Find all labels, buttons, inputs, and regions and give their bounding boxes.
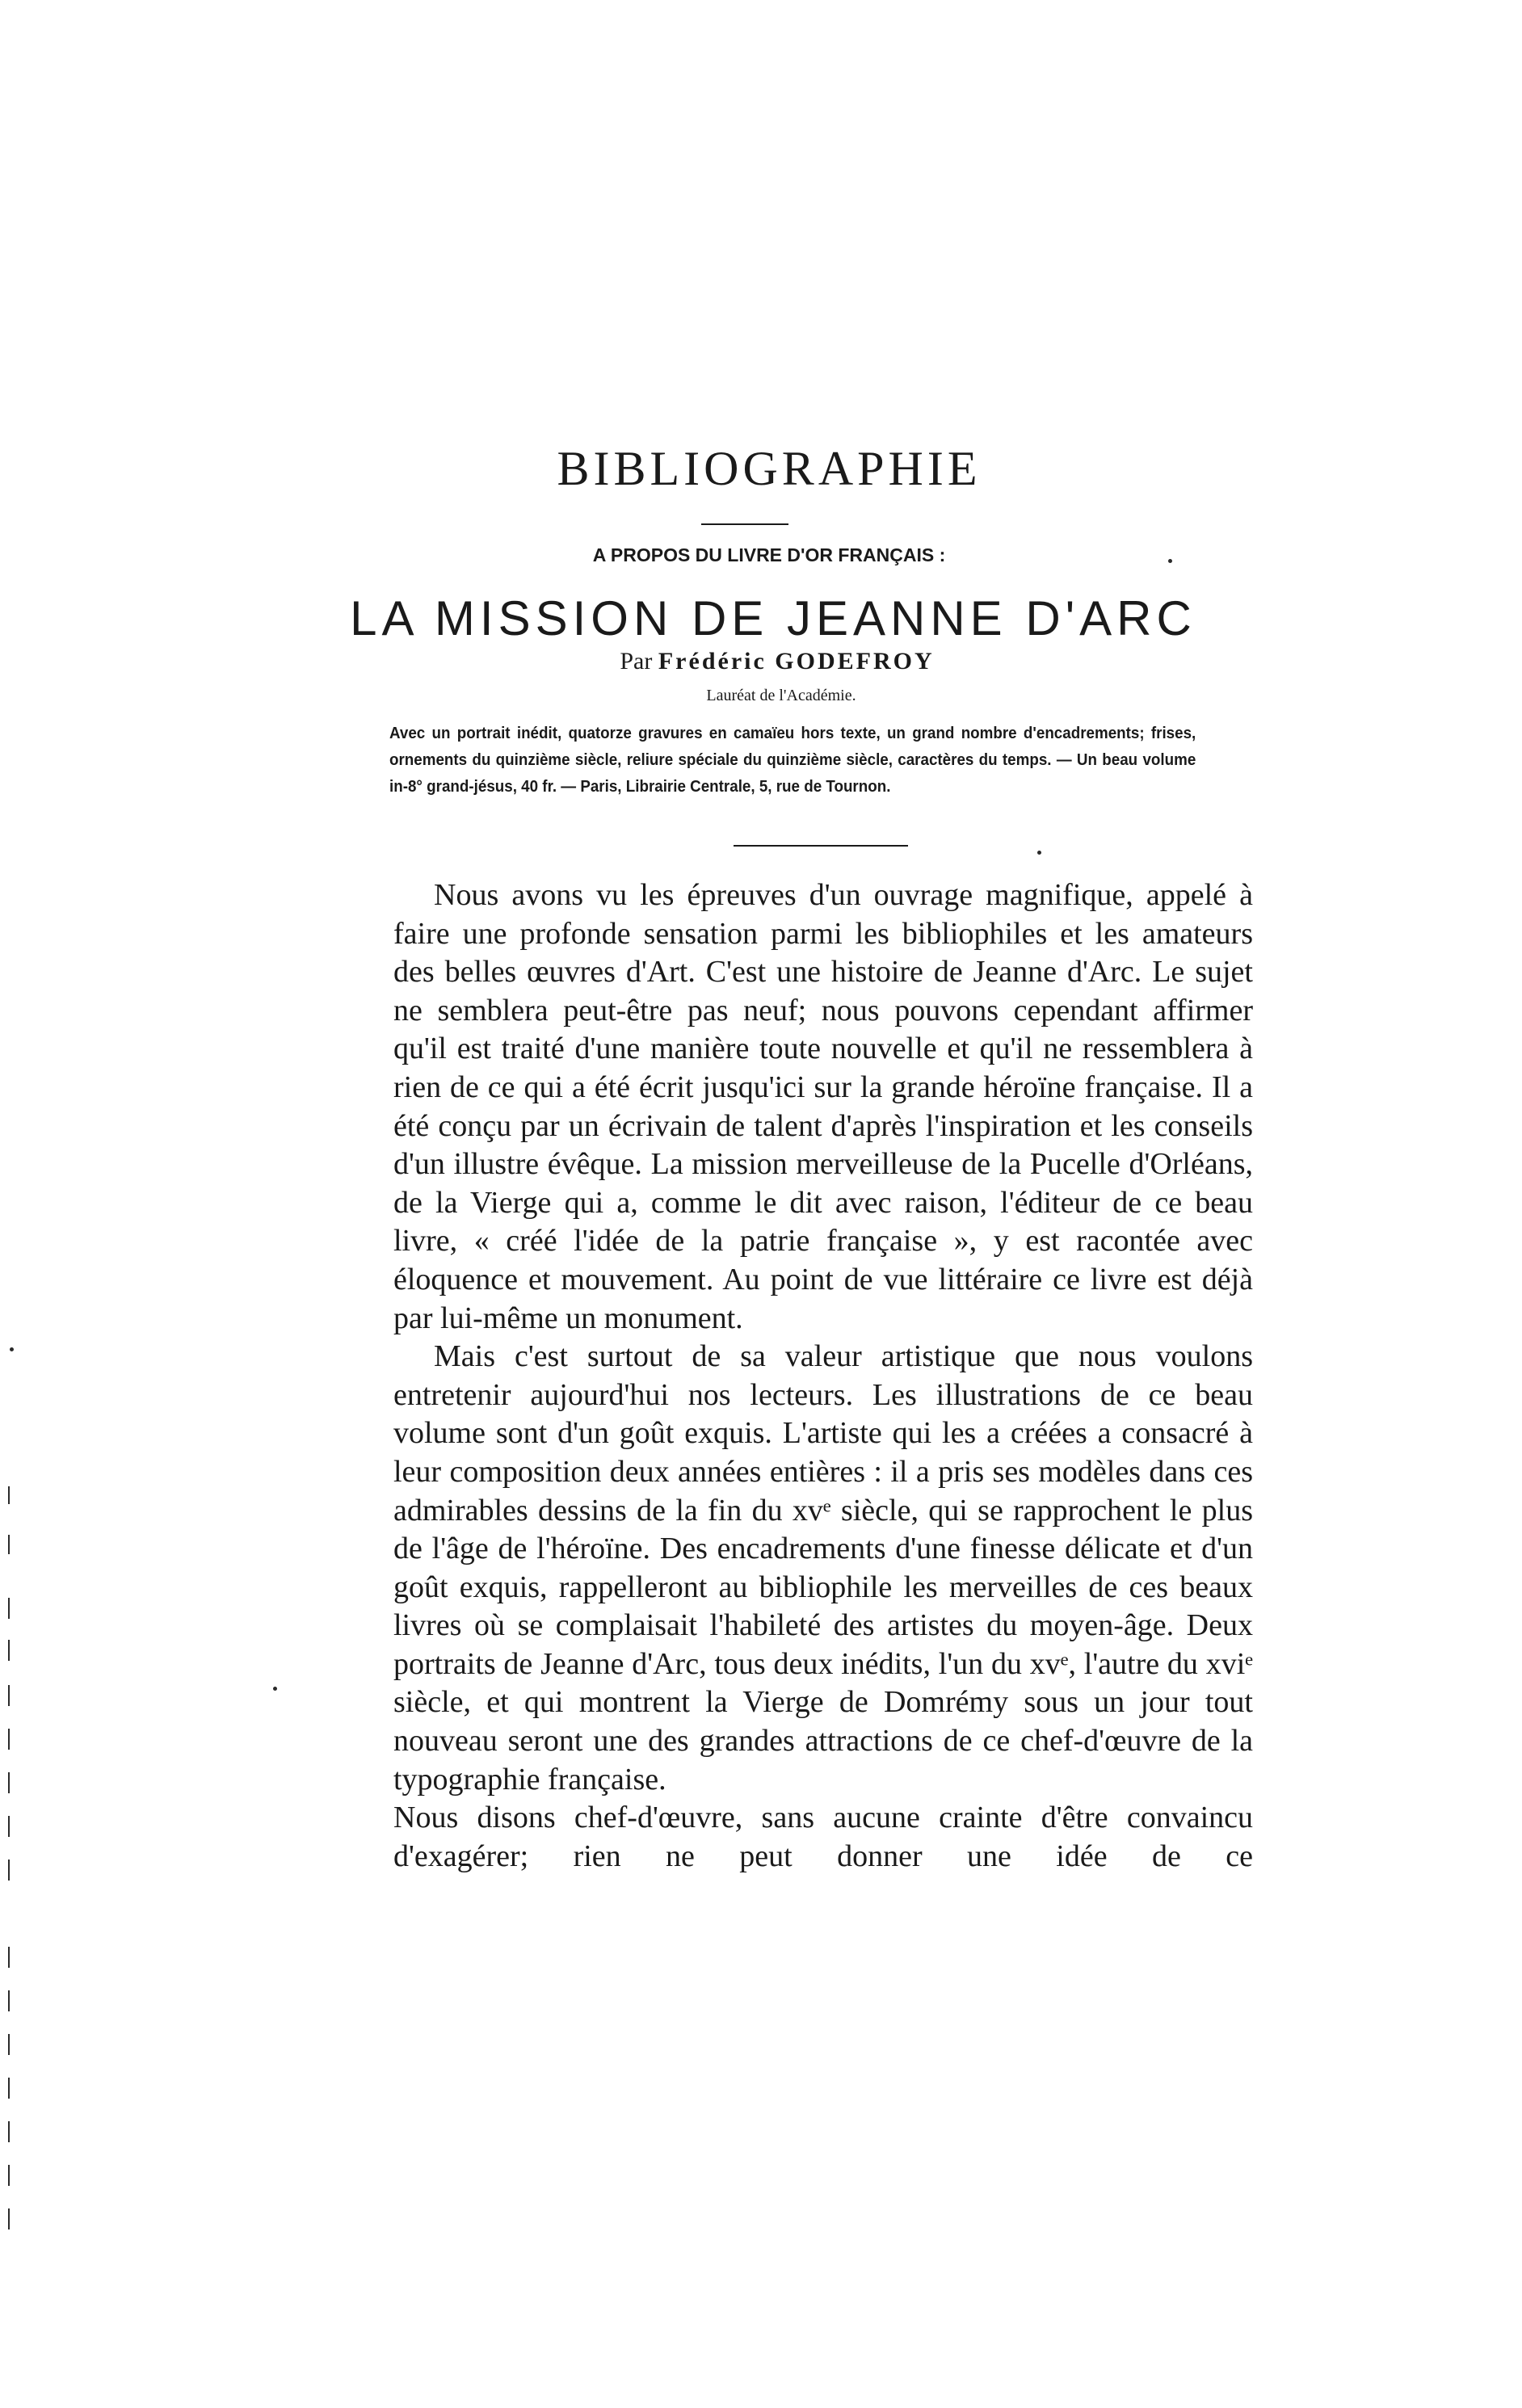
section-title: BIBLIOGRAPHIE bbox=[557, 442, 982, 495]
paragraph: Nous disons chef-d'œuvre, sans aucune crainte d'être convaincu d'exagérer; rien ne peut donner une idée de ce bbox=[393, 1801, 1253, 1873]
margin-mark bbox=[8, 1535, 10, 1554]
author-prefix: Par bbox=[620, 648, 653, 674]
margin-mark bbox=[8, 2034, 10, 2055]
scan-speck bbox=[1168, 559, 1172, 563]
author-line bbox=[0, 646, 1522, 677]
margin-mark bbox=[8, 2121, 10, 2142]
scan-speck bbox=[10, 1347, 14, 1351]
margin-mark bbox=[8, 1947, 10, 1968]
margin-mark bbox=[8, 1816, 10, 1837]
book-title: LA MISSION DE JEANNE D'ARC bbox=[350, 591, 1196, 645]
margin-mark bbox=[8, 1640, 10, 1661]
margin-mark bbox=[8, 1772, 10, 1793]
subtitle: A PROPOS DU LIVRE D'OR FRANÇAIS : bbox=[592, 544, 946, 565]
book-description: Avec un portrait inédit, quatorze gravures en camaïeu hors texte, un grand nombre d'encadrements; frises, ornements du quinzième siècle, reliure spéciale du quinzième siècle, caractères du temps. — Un beau volume in-8° grand-jésus, 40 fr. — Paris, Librairie Centrale, 5, rue de Tournon. bbox=[389, 725, 1196, 796]
author-title: Lauréat de l'Académie. bbox=[706, 687, 856, 704]
margin-mark bbox=[8, 1486, 10, 1504]
margin-mark bbox=[8, 1685, 10, 1706]
scan-speck bbox=[1037, 851, 1041, 855]
margin-mark bbox=[8, 1860, 10, 1881]
margin-mark bbox=[8, 2208, 10, 2229]
margin-mark bbox=[8, 1598, 10, 1619]
article-body bbox=[393, 876, 1253, 1914]
description-rule bbox=[734, 845, 908, 847]
margin-mark bbox=[8, 1729, 10, 1750]
margin-mark bbox=[8, 1990, 10, 2011]
author-name: Frédéric GODEFROY bbox=[658, 648, 935, 674]
title-rule bbox=[701, 523, 788, 525]
paragraph: Nous avons vu les épreuves d'un ouvrage magnifique, appelé à faire une profonde sensation parmi les bibliophiles et les amateurs des belles œuvres d'Art. C'est une histoire de Jeanne d'Arc. Le sujet ne semblera peut-être pas neuf; nous pouvons cependant affirmer qu'il est traité d'une manière toute nouvelle et qu'il ne ressemblera à rien de ce qui a été écrit jusqu'ici sur la grande héroïne française. Il a été conçu par un écrivain de talent d'après l'inspiration et les conseils d'un illustre évêque. La mission merveilleuse de la Pucelle d'Orléans, de la Vierge qui a, comme le dit avec raison, l'éditeur de ce beau livre, « créé l'idée de la patrie française », y est racontée avec éloquence et mouvement. Au point de vue littéraire ce livre est déjà par lui-même un monument. bbox=[393, 878, 1253, 1335]
margin-mark bbox=[8, 2165, 10, 2186]
margin-mark bbox=[8, 2078, 10, 2099]
paragraph: Mais c'est surtout de sa valeur artistique que nous voulons entretenir aujourd'hui nos lecteurs. Les illustrations de ce beau volume sont d'un goût exquis. L'artiste qui les a créées a consacré à leur composition deux années entières : il a pris ses modèles dans ces admirables dessins de la fin du xvᵉ siècle, qui se rapprochent le plus de l'âge de l'héroïne. Des encadrements d'une finesse délicate et d'un goût exquis, rappelleront au bibliophile les merveilles de ces beaux livres où se complaisait l'habileté des artistes du moyen-âge. Deux portraits de Jeanne d'Arc, tous deux inédits, l'un du xvᵉ, l'autre du xviᵉ siècle, et qui montrent la Vierge de Domrémy sous un jour tout nouveau seront une des grandes attractions de ce chef-d'œuvre de la typographie française. bbox=[393, 1339, 1253, 1797]
scan-speck bbox=[273, 1687, 277, 1691]
